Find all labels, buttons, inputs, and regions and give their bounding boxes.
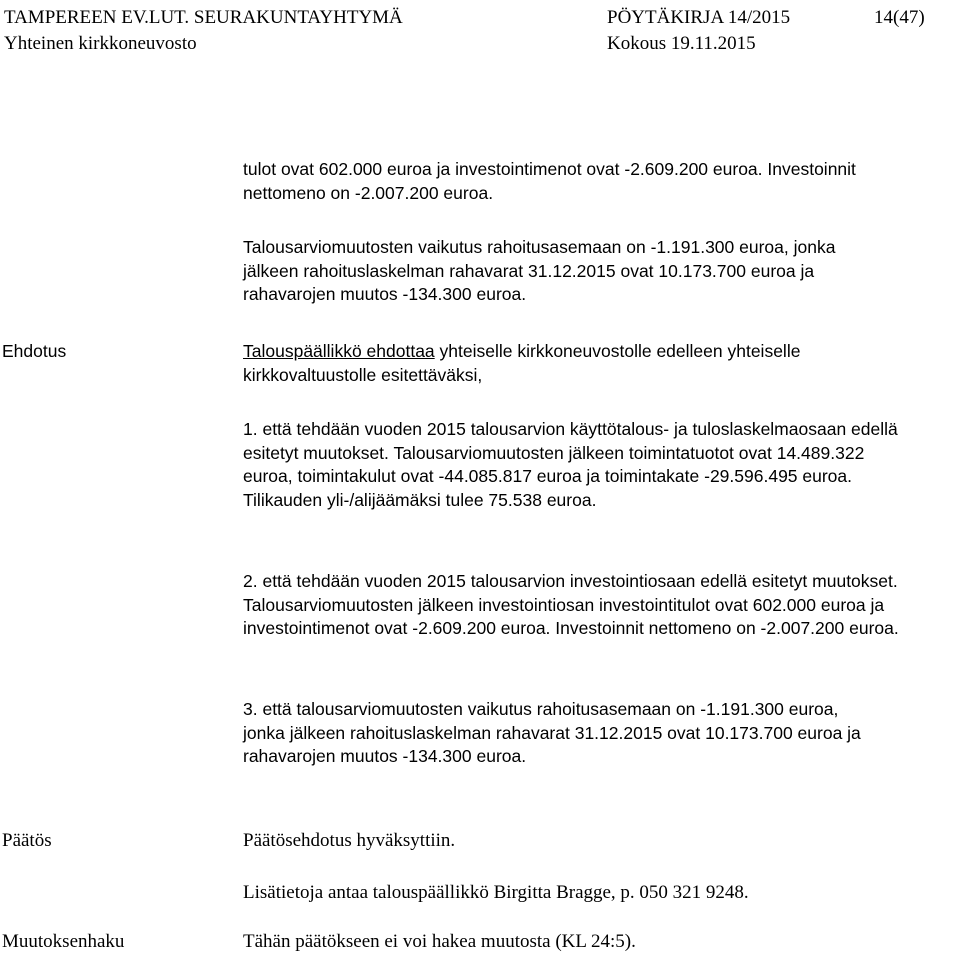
muutoksenhaku-text: Tähän päätökseen ei voi hakea muutosta (KL 24:5). [243,931,636,952]
ehdotus-proposer: Talouspäällikkö ehdottaa [243,341,435,361]
ehdotus-item-1-text: 1. että tehdään vuoden 2015 talousarvion käyttötalous- ja tuloslaskelmaosaan edellä esitetyt muutokset. Talousarviomuutosten jälkeen toimintatuotot ovat 14.489.322 euroa, toimintakulut ovat -44.085.817 euroa ja toimintakate -29.596.495 euroa. Tilikauden yli-/alijäämäksi tulee 75.538 euroa. [243,419,898,510]
paatos-info: Lisätietoja antaa talouspäällikkö Birgitta Bragge, p. 050 321 9248. [243,882,749,903]
intro-text-1: tulot ovat 602.000 euroa ja investointimenot ovat -2.609.200 euroa. Investoinnit nettomeno on -2.007.200 euroa. [243,159,856,203]
document-type: PÖYTÄKIRJA 14/2015 [607,7,791,28]
paatos-text: Päätösehdotus hyväksyttiin. [243,830,456,851]
paatos-label: Päätös [2,830,52,851]
intro-paragraph-1 [243,158,893,205]
organization-name: TAMPEREEN EV.LUT. SEURAKUNTAYHTYMÄ [4,7,403,28]
ehdotus-item-2 [243,570,913,641]
intro-paragraph-2 [243,236,883,307]
ehdotus-label: Ehdotus [2,341,67,361]
page-number: 14(47) [874,7,925,28]
ehdotus-item-2-text: 2. että tehdään vuoden 2015 talousarvion investointiosaan edellä esitetyt muutokset. Talousarviomuutosten jälkeen investointiosan investointitulot ovat 602.000 euroa ja investointimenot ovat -2.609.200 euroa. Investoinnit nettomeno on -2.007.200 euroa. [243,571,899,639]
ehdotus-item-1 [243,418,903,512]
intro-text-2: Talousarviomuutosten vaikutus rahoitusasemaan on -1.191.300 euroa, jonka jälkeen rahoituslaskelman rahavarat 31.12.2015 ovat 10.173.700 euroa ja rahavarojen muutos -134.300 euroa. [243,237,836,305]
body-name: Yhteinen kirkkoneuvosto [4,33,197,54]
ehdotus-item-3 [243,698,883,769]
ehdotus-lead [243,340,933,387]
ehdotus-lead-text [243,340,933,387]
ehdotus-item-3-text: 3. että talousarviomuutosten vaikutus rahoitusasemaan on -1.191.300 euroa, jonka jälkeen rahoituslaskelman rahavarat 31.12.2015 ovat 10.173.700 euroa ja rahavarojen muutos -134.300 euroa. [243,699,861,767]
meeting-date: Kokous 19.11.2015 [607,33,756,54]
ehdotus-lead-rest: yhteiselle kirkkoneuvostolle edelleen yhteiselle kirkkovaltuustolle esitettäväksi, [243,341,801,385]
muutoksenhaku-label: Muutoksenhaku [2,931,125,952]
